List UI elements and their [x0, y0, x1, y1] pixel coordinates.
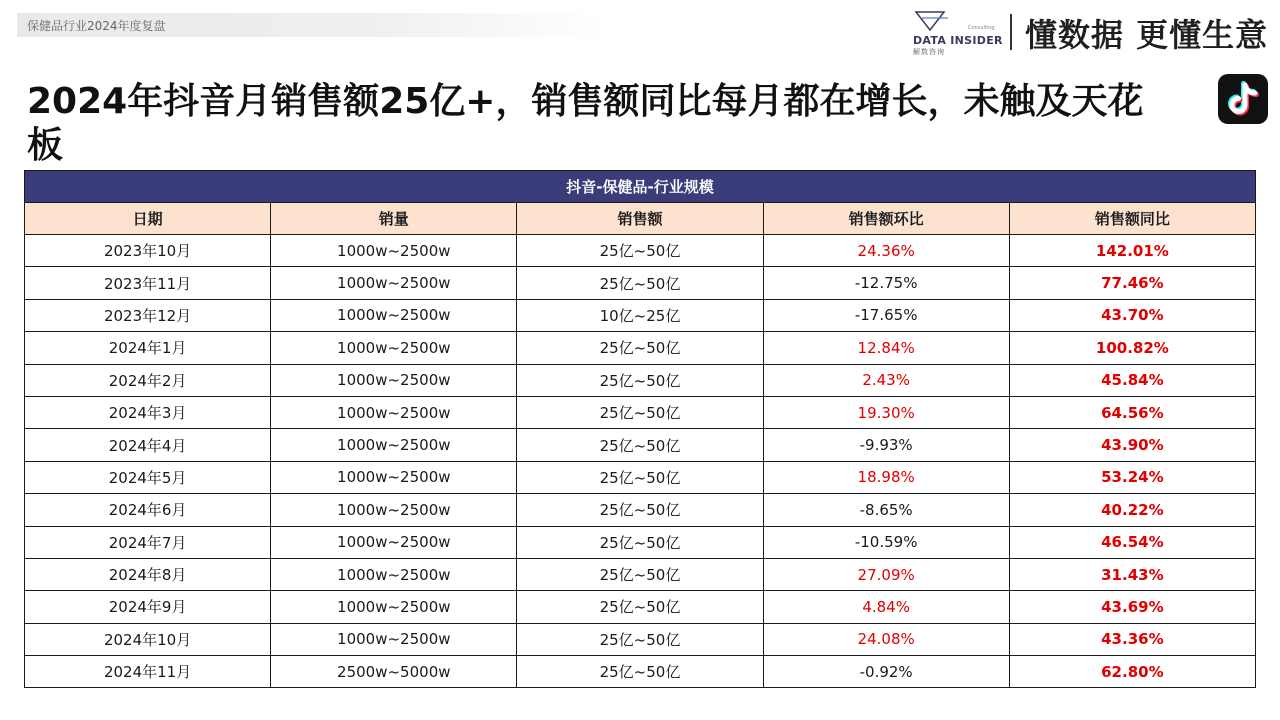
column-header: 销量	[271, 203, 517, 235]
date-cell: 2024年9月	[25, 591, 271, 623]
mom-cell: -10.59%	[763, 526, 1009, 558]
yoy-cell: 43.36%	[1009, 623, 1255, 655]
volume-cell: 1000w~2500w	[271, 591, 517, 623]
logo-divider	[1010, 14, 1012, 50]
mom-cell: 19.30%	[763, 396, 1009, 428]
yoy-cell: 43.90%	[1009, 429, 1255, 461]
data-insider-logo	[908, 10, 1003, 56]
table-row	[25, 267, 1256, 299]
yoy-cell: 43.70%	[1009, 299, 1255, 331]
mom-cell: 12.84%	[763, 332, 1009, 364]
column-header: 日期	[25, 203, 271, 235]
yoy-cell: 64.56%	[1009, 396, 1255, 428]
sales-cell: 25亿~50亿	[517, 429, 763, 461]
table-row	[25, 364, 1256, 396]
table-title: 抖音-保健品-行业规模	[25, 171, 1256, 203]
yoy-cell: 142.01%	[1009, 235, 1255, 267]
breadcrumb	[17, 13, 607, 37]
yoy-cell: 100.82%	[1009, 332, 1255, 364]
mom-cell: 24.36%	[763, 235, 1009, 267]
table-row	[25, 429, 1256, 461]
table-row	[25, 461, 1256, 493]
logo-subtitle: 解数咨询	[913, 48, 945, 56]
date-cell: 2023年10月	[25, 235, 271, 267]
yoy-cell: 43.69%	[1009, 591, 1255, 623]
breadcrumb-text: 保健品行业2024年度复盘	[27, 19, 166, 33]
slogan: 懂数据 更懂生意	[1025, 16, 1269, 54]
date-cell: 2024年7月	[25, 526, 271, 558]
mom-cell: -12.75%	[763, 267, 1009, 299]
industry-scale-table	[24, 170, 1256, 688]
yoy-cell: 77.46%	[1009, 267, 1255, 299]
mom-cell: 27.09%	[763, 558, 1009, 590]
table-row	[25, 396, 1256, 428]
sales-cell: 10亿~25亿	[517, 299, 763, 331]
table-row	[25, 558, 1256, 590]
table-row	[25, 235, 1256, 267]
logo-mark-icon	[914, 10, 954, 34]
volume-cell: 1000w~2500w	[271, 461, 517, 493]
date-cell: 2024年1月	[25, 332, 271, 364]
yoy-cell: 45.84%	[1009, 364, 1255, 396]
volume-cell: 1000w~2500w	[271, 429, 517, 461]
table-row	[25, 623, 1256, 655]
table-row	[25, 332, 1256, 364]
mom-cell: 2.43%	[763, 364, 1009, 396]
sales-cell: 25亿~50亿	[517, 332, 763, 364]
yoy-cell: 62.80%	[1009, 656, 1255, 688]
tiktok-icon	[1218, 74, 1268, 124]
logo-name: DATA INSIDER	[913, 34, 1003, 47]
column-header: 销售额环比	[763, 203, 1009, 235]
mom-cell: 24.08%	[763, 623, 1009, 655]
table-header-row	[25, 203, 1256, 235]
sales-cell: 25亿~50亿	[517, 591, 763, 623]
sales-cell: 25亿~50亿	[517, 235, 763, 267]
table-row	[25, 656, 1256, 688]
date-cell: 2024年8月	[25, 558, 271, 590]
column-header: 销售额同比	[1009, 203, 1255, 235]
volume-cell: 1000w~2500w	[271, 364, 517, 396]
table-row	[25, 494, 1256, 526]
mom-cell: -0.92%	[763, 656, 1009, 688]
yoy-cell: 46.54%	[1009, 526, 1255, 558]
date-cell: 2024年3月	[25, 396, 271, 428]
volume-cell: 1000w~2500w	[271, 623, 517, 655]
logo-consulting: Consulting	[968, 25, 995, 31]
mom-cell: 4.84%	[763, 591, 1009, 623]
date-cell: 2023年11月	[25, 267, 271, 299]
volume-cell: 1000w~2500w	[271, 396, 517, 428]
mom-cell: -17.65%	[763, 299, 1009, 331]
mom-cell: 18.98%	[763, 461, 1009, 493]
sales-cell: 25亿~50亿	[517, 494, 763, 526]
sales-cell: 25亿~50亿	[517, 558, 763, 590]
volume-cell: 1000w~2500w	[271, 526, 517, 558]
volume-cell: 1000w~2500w	[271, 332, 517, 364]
date-cell: 2024年11月	[25, 656, 271, 688]
sales-cell: 25亿~50亿	[517, 623, 763, 655]
date-cell: 2024年2月	[25, 364, 271, 396]
yoy-cell: 40.22%	[1009, 494, 1255, 526]
mom-cell: -9.93%	[763, 429, 1009, 461]
volume-cell: 1000w~2500w	[271, 235, 517, 267]
sales-cell: 25亿~50亿	[517, 461, 763, 493]
sales-cell: 25亿~50亿	[517, 396, 763, 428]
date-cell: 2023年12月	[25, 299, 271, 331]
sales-cell: 25亿~50亿	[517, 526, 763, 558]
sales-cell: 25亿~50亿	[517, 364, 763, 396]
column-header: 销售额	[517, 203, 763, 235]
mom-cell: -8.65%	[763, 494, 1009, 526]
table-row	[25, 591, 1256, 623]
table-body	[25, 235, 1256, 688]
sales-cell: 25亿~50亿	[517, 656, 763, 688]
page-title: 2024年抖音月销售额25亿+，销售额同比每月都在增长，未触及天花板	[27, 81, 1144, 166]
volume-cell: 1000w~2500w	[271, 494, 517, 526]
volume-cell: 1000w~2500w	[271, 558, 517, 590]
sales-cell: 25亿~50亿	[517, 267, 763, 299]
table-row	[25, 526, 1256, 558]
volume-cell: 2500w~5000w	[271, 656, 517, 688]
yoy-cell: 53.24%	[1009, 461, 1255, 493]
volume-cell: 1000w~2500w	[271, 299, 517, 331]
date-cell: 2024年5月	[25, 461, 271, 493]
date-cell: 2024年4月	[25, 429, 271, 461]
volume-cell: 1000w~2500w	[271, 267, 517, 299]
date-cell: 2024年10月	[25, 623, 271, 655]
yoy-cell: 31.43%	[1009, 558, 1255, 590]
table-row	[25, 299, 1256, 331]
date-cell: 2024年6月	[25, 494, 271, 526]
